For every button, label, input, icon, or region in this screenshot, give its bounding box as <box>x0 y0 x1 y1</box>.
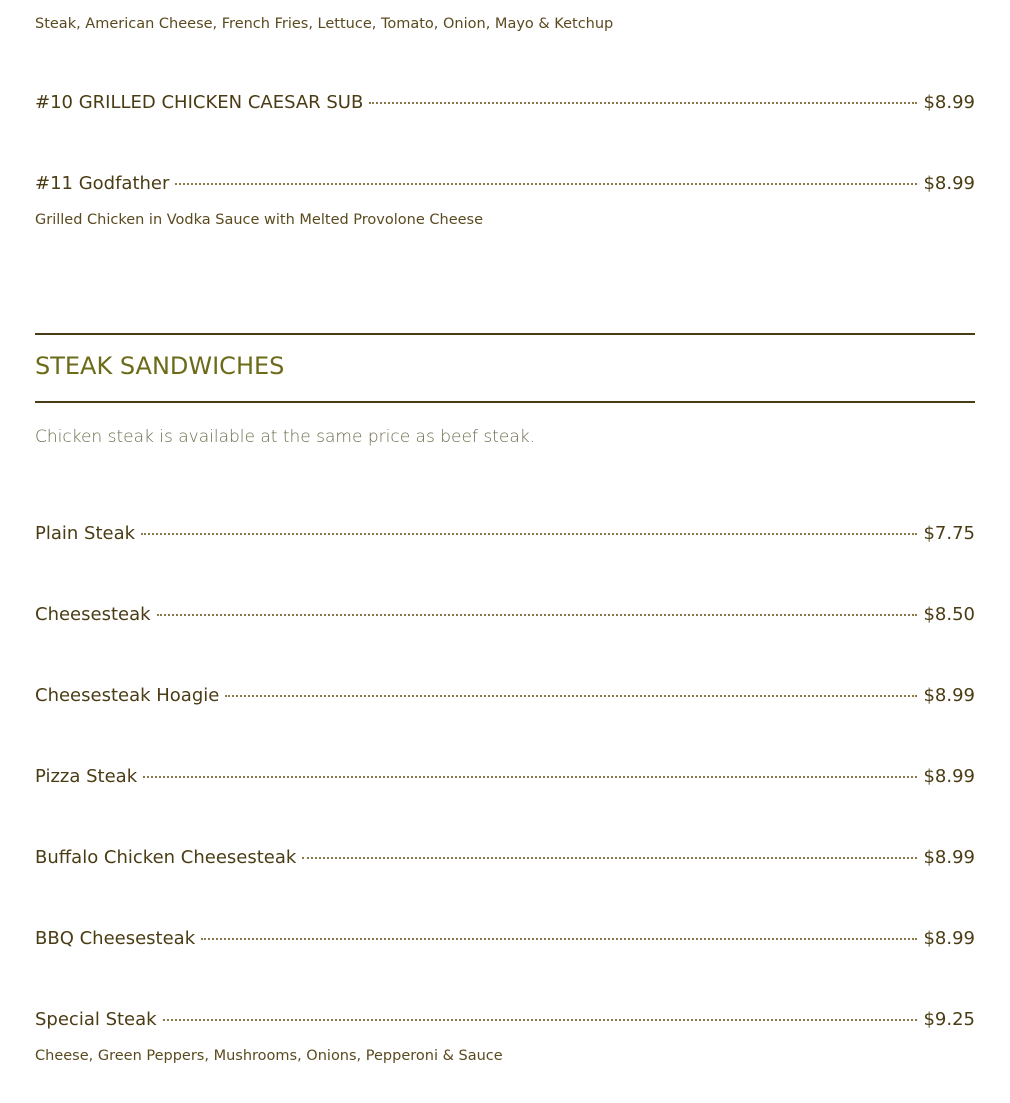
dot-leader <box>369 102 917 104</box>
dot-leader <box>175 183 917 185</box>
menu-item-price: $8.99 <box>923 847 975 868</box>
menu-item-price: $8.99 <box>923 766 975 787</box>
menu-item-name: Pizza Steak <box>35 766 138 787</box>
dot-leader <box>225 695 917 697</box>
menu-item-name: Special Steak <box>35 1009 157 1030</box>
section-divider-bottom <box>35 401 975 403</box>
menu-item-name: Plain Steak <box>35 523 136 544</box>
menu-item-pizza-steak <box>35 766 975 787</box>
menu-item-name: #10 GRILLED CHICKEN CAESAR SUB <box>35 92 364 113</box>
menu-item-name: Buffalo Chicken Cheesesteak <box>35 847 297 868</box>
dot-leader <box>302 857 917 859</box>
dot-leader <box>201 938 917 940</box>
menu-item-price: $7.75 <box>923 523 975 544</box>
item-description: Grilled Chicken in Vodka Sauce with Melted Provolone Cheese <box>35 212 484 228</box>
menu-item-price: $8.99 <box>923 928 975 949</box>
dot-leader <box>143 776 917 778</box>
menu-item-name: BBQ Cheesesteak <box>35 928 196 949</box>
menu-item-special-steak <box>35 1009 975 1030</box>
menu-item-name: #11 Godfather <box>35 173 170 194</box>
menu-item-cheesesteak-hoagie <box>35 685 975 706</box>
dot-leader <box>157 614 918 616</box>
item-description: Steak, American Cheese, French Fries, Lettuce, Tomato, Onion, Mayo & Ketchup <box>35 16 614 32</box>
menu-item-price: $8.99 <box>923 92 975 113</box>
menu-item-price: $9.25 <box>923 1009 975 1030</box>
section-note: Chicken steak is available at the same price as beef steak. <box>35 427 535 447</box>
menu-item-price: $8.99 <box>923 173 975 194</box>
menu-item-price: $8.99 <box>923 685 975 706</box>
menu-item-price: $8.50 <box>923 604 975 625</box>
menu-item-plain-steak <box>35 523 975 544</box>
menu-item-godfather <box>35 173 975 194</box>
menu-item-grilled-chicken-caesar-sub <box>35 92 975 113</box>
menu-item-buffalo-chicken-cheesesteak <box>35 847 975 868</box>
menu-item-name: Cheesesteak <box>35 604 151 625</box>
menu-item-bbq-cheesesteak <box>35 928 975 949</box>
menu-item-name: Cheesesteak Hoagie <box>35 685 220 706</box>
dot-leader <box>163 1019 918 1021</box>
dot-leader <box>141 533 917 535</box>
section-title: STEAK SANDWICHES <box>35 352 285 380</box>
section-divider-top <box>35 333 975 335</box>
item-description: Cheese, Green Peppers, Mushrooms, Onions, Pepperoni & Sauce <box>35 1048 503 1064</box>
menu-item-cheesesteak <box>35 604 975 625</box>
